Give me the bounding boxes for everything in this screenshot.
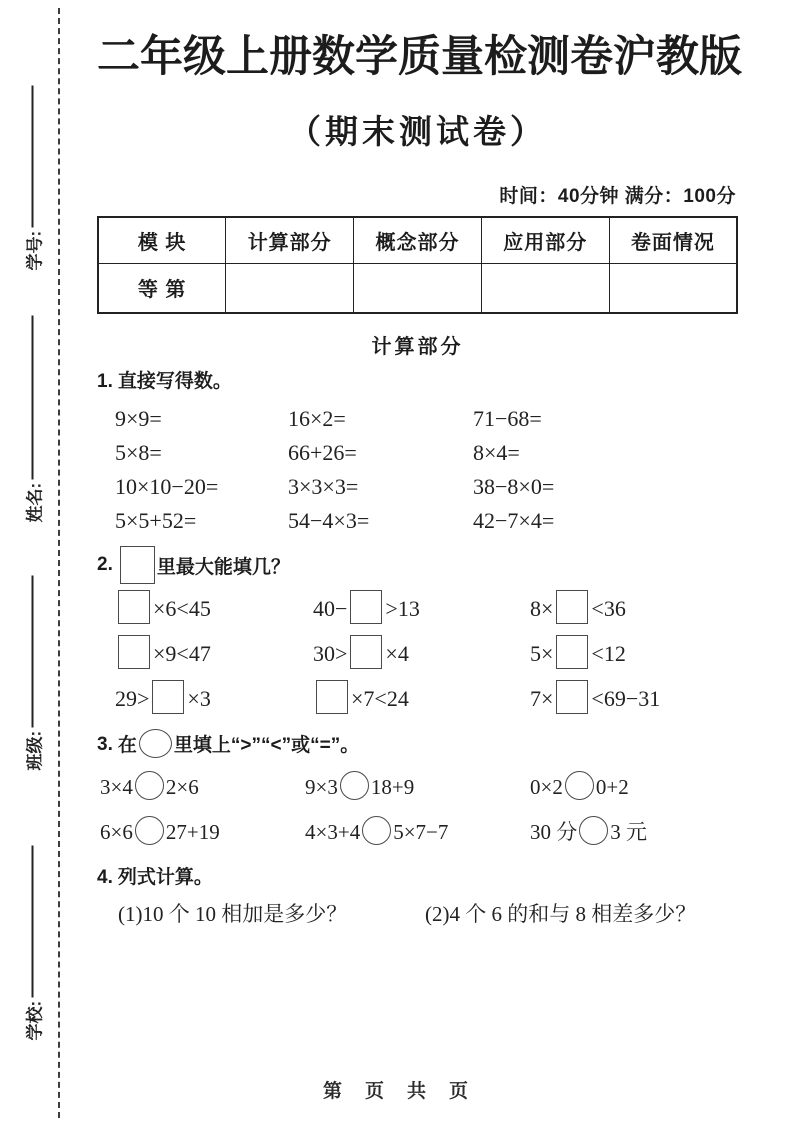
- compare-circle-shape: [139, 729, 172, 758]
- score-table-header-calculation: 计算部分: [226, 217, 354, 264]
- score-table: [97, 216, 738, 314]
- math-problem: 7× <69−31: [530, 676, 738, 721]
- question-3-heading: [97, 729, 738, 761]
- question-2-problems: [97, 586, 738, 721]
- question-1-heading: [97, 367, 738, 397]
- score-table-grade-row: [98, 263, 737, 313]
- score-table-header-application: 应用部分: [481, 217, 609, 264]
- answer-box-shape: [556, 635, 588, 669]
- question-1-number: 1.: [97, 370, 113, 392]
- grade-cell-empty: [354, 263, 482, 313]
- compare-circle-shape: [579, 816, 608, 845]
- student-id-label: 学号:: [25, 230, 44, 271]
- math-problem: 30 分 3 元: [530, 810, 738, 855]
- compare-circle-shape: [340, 771, 369, 800]
- answer-box-shape: [152, 680, 184, 714]
- section-title-calculation: 计算部分: [371, 335, 464, 358]
- margin-field-name: [18, 316, 48, 523]
- math-problem: 10×10−20=: [115, 473, 219, 499]
- grade-cell-empty: [481, 263, 609, 313]
- math-problem: 9×9=: [115, 405, 162, 431]
- paper-title: 二年级上册数学质量检测卷沪教版: [97, 33, 742, 81]
- math-problem: 5×5+52=: [115, 507, 197, 533]
- answer-box-shape: [118, 590, 150, 624]
- math-problem: 66+26=: [288, 439, 357, 465]
- math-problem: ×7<24: [313, 676, 530, 721]
- time-score-info: 时间：40分钟 满分：100分: [499, 185, 736, 207]
- question-2-number: 2.: [97, 553, 113, 575]
- answer-box-shape: [118, 635, 150, 669]
- word-problem: (1)10 个 10 相加是多少？: [118, 901, 348, 926]
- compare-circle-shape: [135, 816, 164, 845]
- score-table-header-presentation: 卷面情况: [609, 217, 737, 264]
- question-4-number: 4.: [97, 866, 113, 888]
- question-1-title: 直接写得数。: [117, 370, 232, 392]
- math-problem: 40− >13: [313, 586, 530, 631]
- math-problem: 29> ×3: [115, 676, 313, 721]
- answer-box-shape: [316, 680, 348, 714]
- math-problem: 42−7×4=: [473, 507, 555, 533]
- question-4-subquestions: [97, 899, 738, 929]
- answer-box-shape: [120, 546, 155, 584]
- margin-field-class: [18, 576, 48, 771]
- question-2-heading: [97, 546, 738, 584]
- question-1-problems: [97, 402, 738, 538]
- page-footer: 第 页 共 页: [322, 1081, 470, 1102]
- answer-box-shape: [350, 590, 382, 624]
- margin-field-student-id: [18, 86, 48, 271]
- math-problem: 5×8=: [115, 439, 162, 465]
- math-problem: 8×4=: [473, 439, 520, 465]
- math-problem: 3×3×3=: [288, 473, 359, 499]
- math-problem: 8× <36: [530, 586, 738, 631]
- margin-field-school: [18, 846, 48, 1041]
- math-problem: 4×3+4 5×7−7: [305, 810, 530, 855]
- math-problem: 54−4×3=: [288, 507, 370, 533]
- compare-circle-shape: [362, 816, 391, 845]
- math-problem: ×9<47: [115, 631, 313, 676]
- compare-circle-shape: [135, 771, 164, 800]
- name-blank-line: [32, 316, 34, 480]
- grade-cell-empty: [226, 263, 354, 313]
- question-3-title: 在 里填上“>”“<”或“=”。: [118, 729, 359, 761]
- math-problem: 5× <12: [530, 631, 738, 676]
- score-table-header-module: 模 块: [98, 217, 226, 264]
- paper-subtitle: （期末测试卷）: [288, 112, 547, 150]
- compare-circle-shape: [565, 771, 594, 800]
- seal-dashed-line: [58, 8, 60, 1118]
- name-label: 姓名:: [25, 482, 44, 523]
- grade-cell-empty: [609, 263, 737, 313]
- math-problem: 0×2 0+2: [530, 765, 738, 810]
- word-problem: (2)4 个 6 的和与 8 相差多少？: [425, 901, 697, 926]
- student-id-blank-line: [32, 86, 34, 228]
- school-blank-line: [32, 846, 34, 998]
- math-problem: ×6<45: [115, 586, 313, 631]
- class-label: 班级:: [25, 730, 44, 771]
- math-problem: 16×2=: [288, 405, 346, 431]
- question-4-heading: [97, 863, 738, 893]
- class-blank-line: [32, 576, 34, 728]
- paper-body: [97, 0, 742, 929]
- math-problem: 38−8×0=: [473, 473, 555, 499]
- math-problem: 9×3 18+9: [305, 765, 530, 810]
- question-4-title: 列式计算。: [117, 866, 213, 888]
- math-problem: 6×6 27+19: [100, 810, 305, 855]
- question-3-number: 3.: [97, 733, 113, 755]
- answer-box-shape: [556, 680, 588, 714]
- math-problem: 30> ×4: [313, 631, 530, 676]
- answer-box-shape: [350, 635, 382, 669]
- math-problem: 3×4 2×6: [100, 765, 305, 810]
- score-table-header-concept: 概念部分: [354, 217, 482, 264]
- answer-box-shape: [556, 590, 588, 624]
- score-table-header-row: [98, 217, 737, 264]
- question-3-problems: [97, 765, 738, 855]
- math-problem: 71−68=: [473, 405, 542, 431]
- question-2-title: 里最大能填几？: [118, 546, 290, 584]
- grade-row-label: 等 第: [98, 263, 226, 313]
- school-label: 学校:: [25, 1000, 44, 1041]
